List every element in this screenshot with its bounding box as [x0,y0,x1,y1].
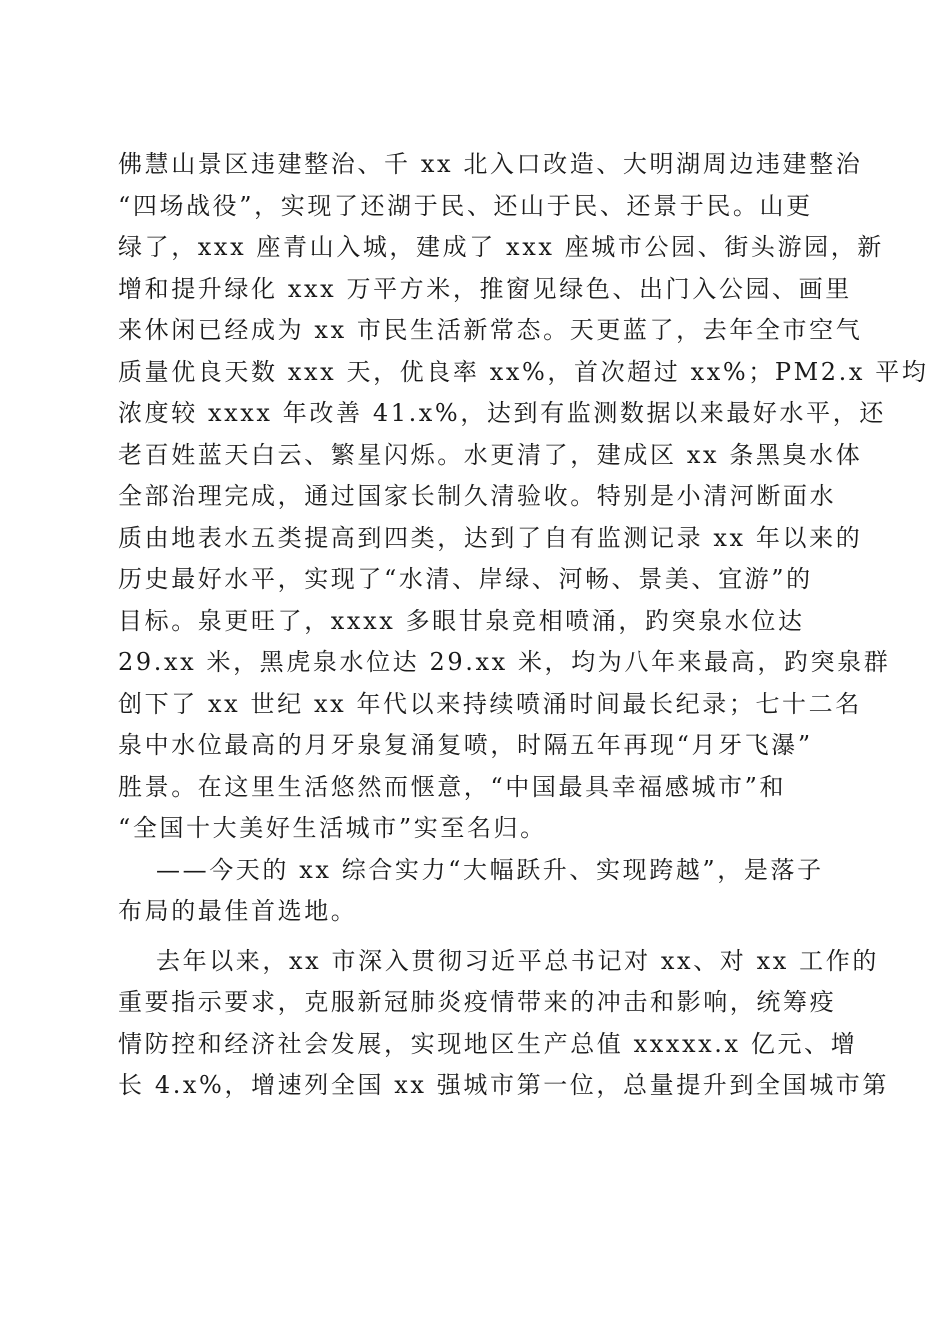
text-line: 质量优良天数 xxx 天，优良率 xx%，首次超过 xx%；PM2.x 平均 [118,357,929,386]
text-line: 老百姓蓝天白云、繁星闪烁。水更清了，建成区 xx 条黑臭水体 [118,440,863,469]
text-line: 浓度较 xxxx 年改善 41.x%，达到有监测数据以来最好水平，还 [118,399,886,427]
text-line: 创下了 xx 世纪 xx 年代以来持续喷涌时间最长纪录；七十二名 [118,689,862,718]
text-line: “全国十大美好生活城市”实至名归。 [118,814,547,842]
text-line: 情防控和经济社会发展，实现地区生产总值 xxxxx.x 亿元、增 [118,1029,858,1058]
text-line: 绿了，xxx 座青山入城，建成了 xxx 座城市公园、街头游园，新 [118,233,884,261]
text-line: 增和提升绿化 xxx 万平方米，推窗见绿色、出门入公园、画里 [118,274,852,303]
text-line: 泉中水位最高的月牙泉复涌复喷，时隔五年再现“月牙飞瀑” [118,731,813,759]
text-line: 29.xx 米，黑虎泉水位达 29.xx 米，均为八年来最高，趵突泉群 [118,648,891,676]
text-line: 佛慧山景区违建整治、千 xx 北入口改造、大明湖周边违建整治 [118,150,863,178]
paragraph-heading-line: ——今天的 xx 综合实力“大幅跃升、实现跨越”，是落子 [156,855,824,884]
text-line: 质由地表水五类提高到四类，达到了自有监测记录 xx 年以来的 [118,523,863,552]
text-line: 目标。泉更旺了，xxxx 多眼甘泉竞相喷涌，趵突泉水位达 [118,606,805,635]
text-line: 长 4.x%，增速列全国 xx 强城市第一位，总量提升到全国城市第 [118,1071,889,1099]
text-line: “四场战役”，实现了还湖于民、还山于民、还景于民。山更 [118,191,813,220]
text-line: 历史最好水平，实现了“水清、岸绿、河畅、景美、宜游”的 [118,565,813,593]
text-line: 胜景。在这里生活悠然而惬意，“中国最具幸福感城市”和 [118,772,787,801]
text-line: 去年以来，xx 市深入贯彻习近平总书记对 xx、对 xx 工作的 [156,946,879,975]
text-line: 来休闲已经成为 xx 市民生活新常态。天更蓝了，去年全市空气 [118,316,863,344]
paragraph-heading-line: 布局的最佳首选地。 [118,897,358,925]
document-body [118,144,929,1107]
text-line: 全部治理完成，通过国家长制久清验收。特别是小清河断面水 [118,482,837,510]
text-line: 重要指示要求，克服新冠肺炎疫情带来的冲击和影响，统筹疫 [118,988,837,1016]
